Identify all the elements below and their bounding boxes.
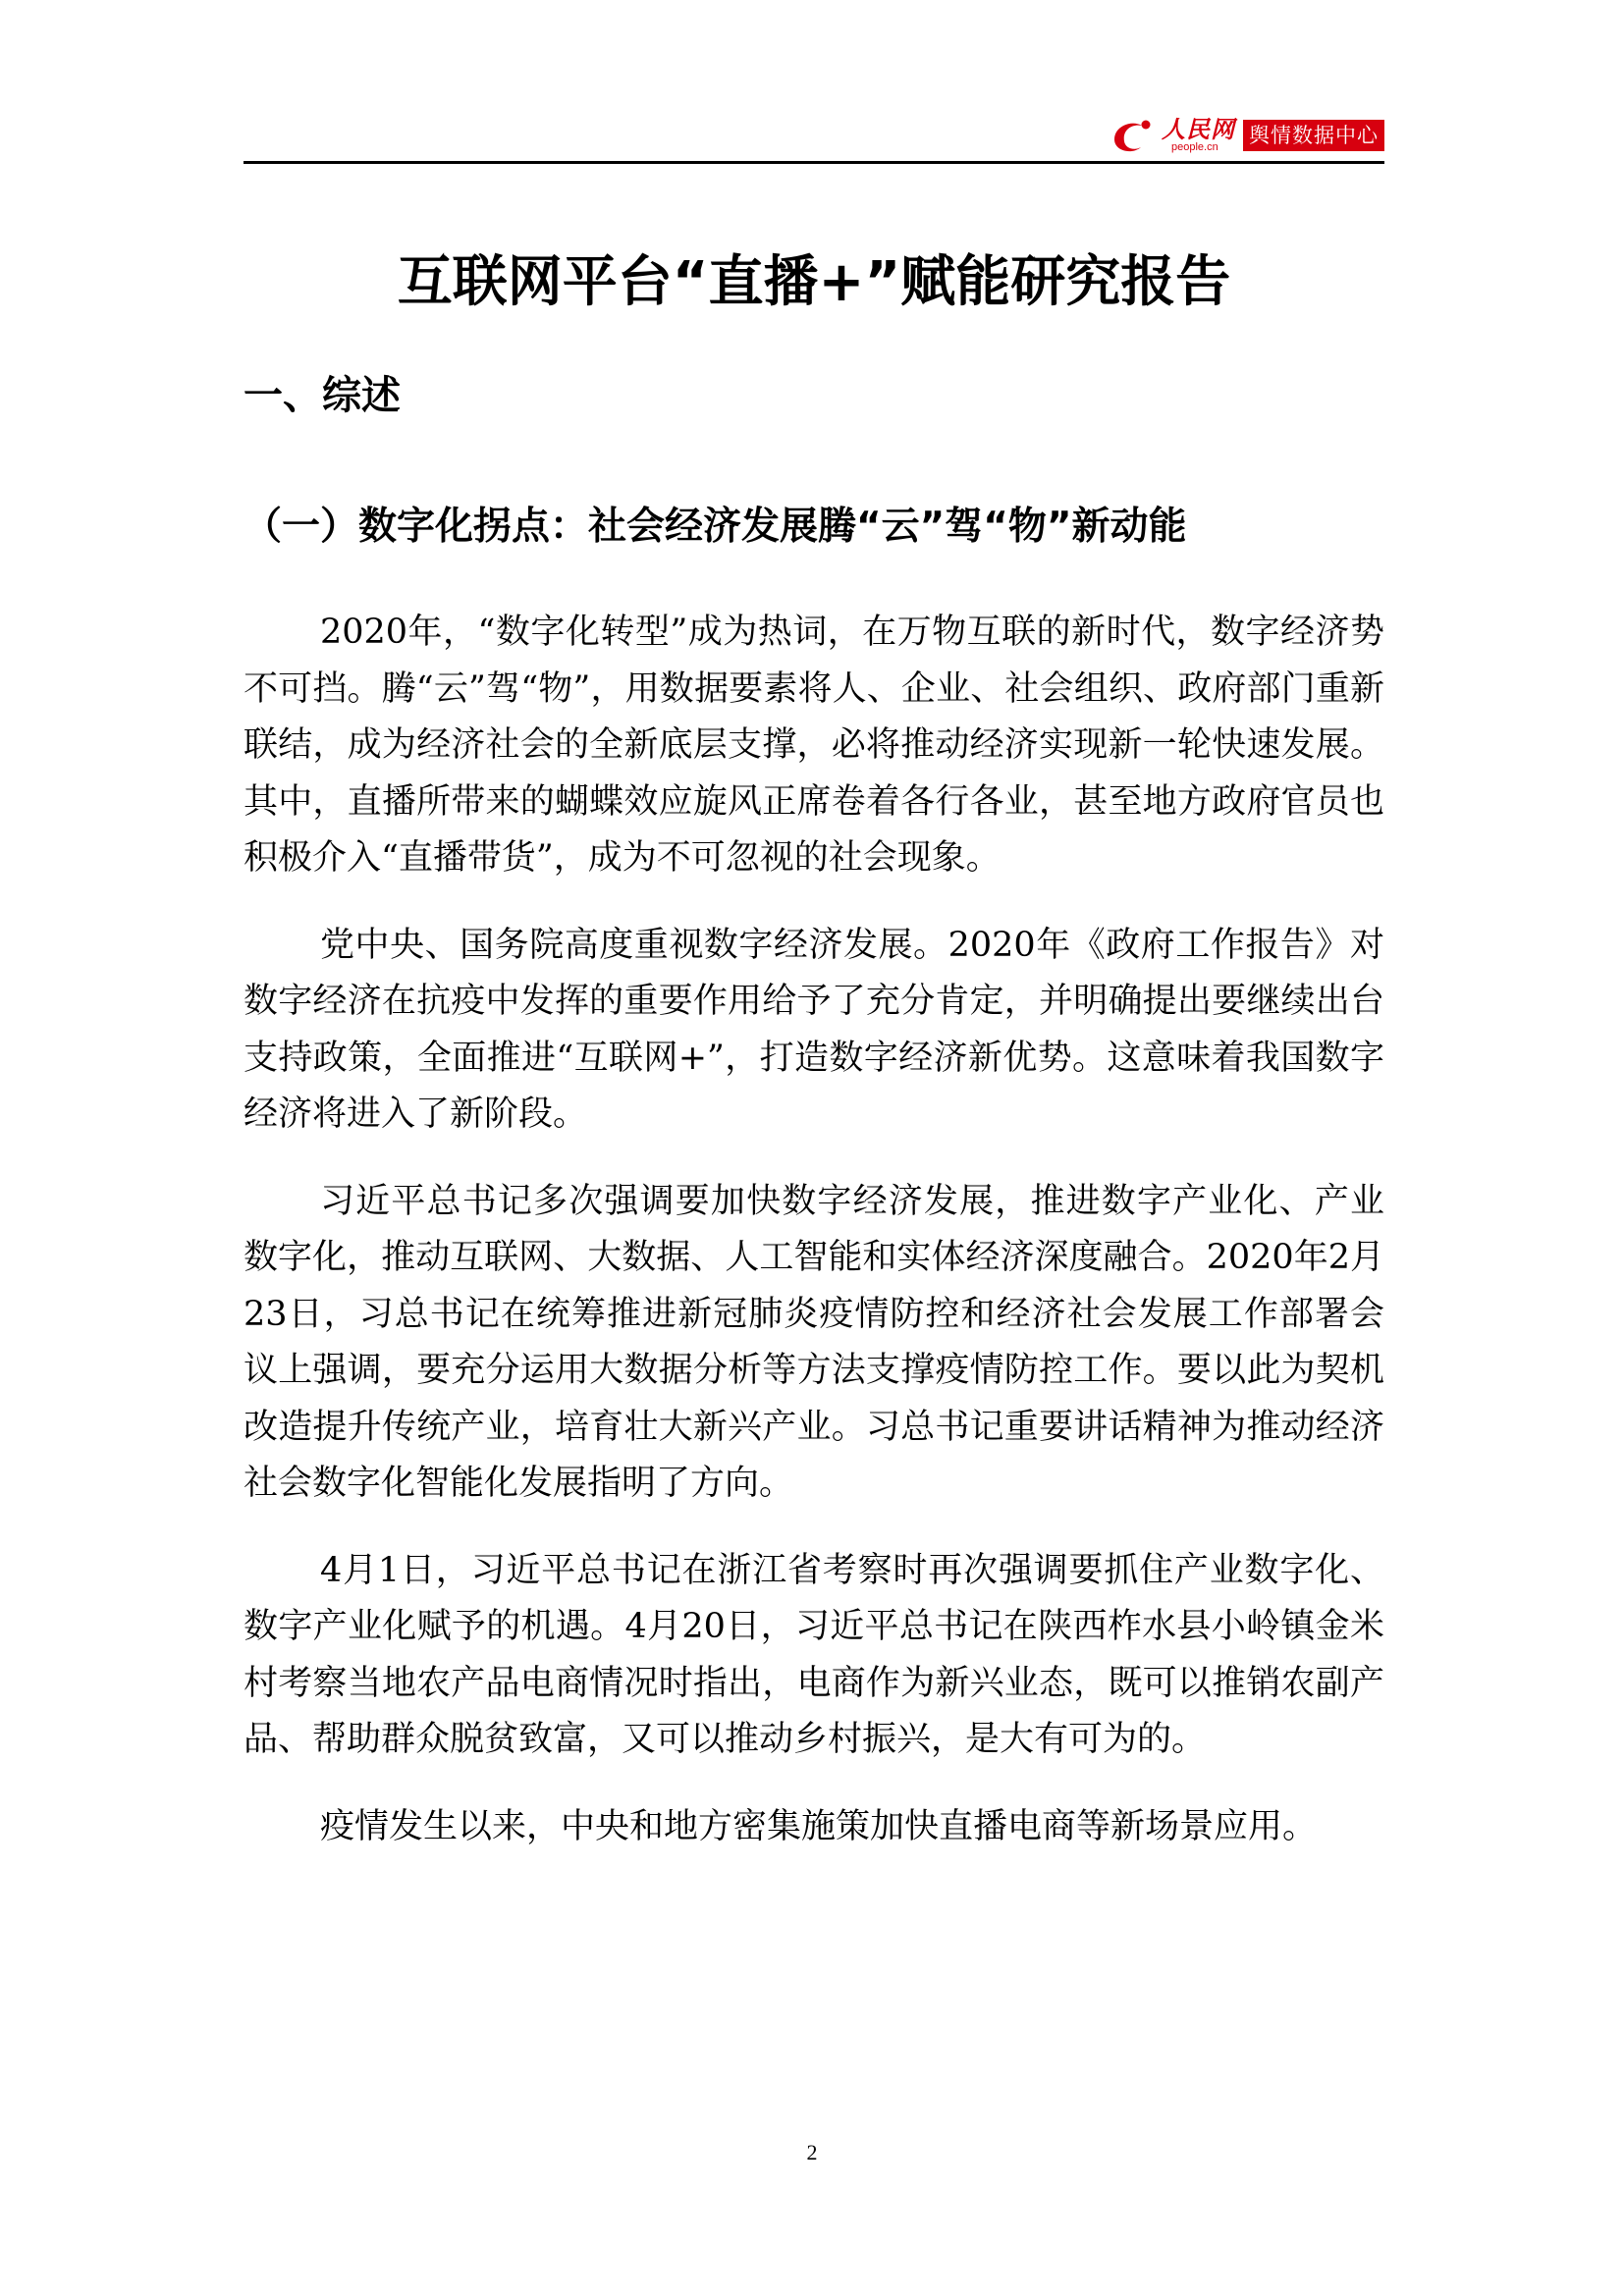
paragraph: 4月1日，习近平总书记在浙江省考察时再次强调要抓住产业数字化、数字产业化赋予的机遇。4月20日，习近平总书记在陕西柞水县小岭镇金米村考察当地农产品电商情况时指出，电商作为新兴业态，既可以推销农副产品、帮助群众脱贫致富，又可以推动乡村振兴，是大有可为的。 [244, 1550, 1384, 1759]
page-header [244, 112, 1384, 161]
paragraph: 2020年，“数字化转型”成为热词，在万物互联的新时代，数字经济势不可挡。腾“云”驾“物”，用数据要素将人、企业、社会组织、政府部门重新联结，成为经济社会的全新底层支撑，必将推动经济实现新一轮快速发展。其中，直播所带来的蝴蝶效应旋风正席卷着各行各业，甚至地方政府官员也积极介入“直播带货”，成为不可忽视的社会现象。 [244, 613, 1384, 878]
people-daily-logo [1109, 116, 1384, 155]
logo-brand-sub: people.cn [1171, 141, 1218, 153]
report-title: 互联网平台“直播+”赋能研究报告 [397, 250, 1231, 314]
people-logo-swoosh-icon [1109, 116, 1158, 155]
logo-brand [1162, 115, 1235, 153]
subsection-heading: （一）数字化拐点：社会经济发展腾“云”驾“物”新动能 [244, 505, 1187, 549]
data-center-badge: 舆情数据中心 [1243, 120, 1384, 151]
header-divider [244, 161, 1384, 164]
page-number: 2 [806, 2140, 818, 2164]
section-heading: 一、综述 [244, 373, 401, 418]
logo-brand-main: 人民网 [1162, 115, 1235, 143]
paragraph: 习近平总书记多次强调要加快数字经济发展，推进数字产业化、产业数字化，推动互联网、大数据、人工智能和实体经济深度融合。2020年2月23日，习总书记在统筹推进新冠肺炎疫情防控和经济社会发展工作部署会议上强调，要充分运用大数据分析等方法支撑疫情防控工作。要以此为契机改造提升传统产业，培育壮大新兴产业。习总书记重要讲话精神为推动经济社会数字化智能化发展指明了方向。 [244, 1181, 1384, 1503]
paragraph: 党中央、国务院高度重视数字经济发展。2020年《政府工作报告》对数字经济在抗疫中发挥的重要作用给予了充分肯定，并明确提出要继续出台支持政策，全面推进“互联网+”，打造数字经济新优势。这意味着我国数字经济将进入了新阶段。 [244, 925, 1384, 1134]
paragraph: 疫情发生以来，中央和地方密集施策加快直播电商等新场景应用。 [320, 1806, 1318, 1846]
body-text [244, 605, 1384, 1886]
